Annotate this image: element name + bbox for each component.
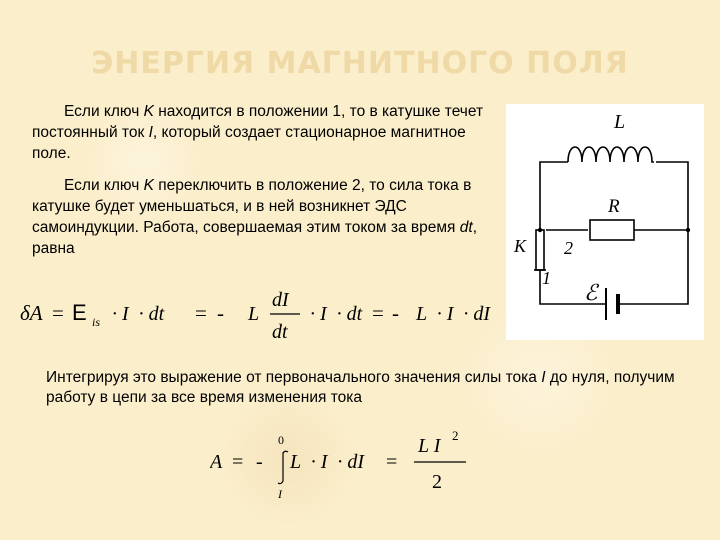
junction-dot [538,228,542,232]
text-run: , равна [32,219,477,257]
integral-lower-limit: I [278,487,282,501]
symbol-i: I [541,369,546,386]
paragraph-3 [46,368,686,408]
text-run: Если ключ [64,103,144,120]
symbol-dt: dt [459,219,473,236]
symbol-i: I [148,124,153,141]
formula-eq: = [195,301,207,325]
text-run: до нуля, получим работу в цепи за все время изменения тока [46,369,675,406]
formula-inductance: L [248,303,260,325]
inductor-coil [568,147,654,162]
formula-emf-subscript: is [92,315,101,329]
formula-total-work [210,428,490,508]
formula-eq: = [372,301,384,325]
formula-work [20,278,500,348]
text-run: находится в положении 1, то в катушке течет постоянный ток [32,103,484,141]
formula-eq: = [52,301,64,325]
paragraph-2 [32,175,502,259]
text-run: , который создает стационарное магнитное поле. [32,124,466,162]
junction-dot [686,228,690,232]
wire [540,162,568,229]
formula-term: L · I · dI [416,303,491,325]
page-title: ЭНЕРГИЯ МАГНИТНОГО ПОЛЯ [91,46,629,81]
text-run: Интегрируя это выражение от первоначального значения силы тока [46,369,542,386]
exponent: 2 [452,428,459,443]
formula-minus: - [217,301,224,325]
fraction-numerator: L I [418,435,441,457]
formula-minus: - [256,451,263,473]
formula-integrand: L · I · dI [290,451,365,473]
paragraph-1 [32,101,502,164]
symbol-k: K [143,103,154,120]
label-position-2: 2 [564,238,573,258]
fraction-numerator: dI [272,289,289,311]
label-resistor: R [608,196,620,217]
label-key: K [514,236,527,256]
integral-upper-limit: 0 [278,433,284,447]
text-run: переключить в положение 2, то сила тока в катушке будет уменьшаться, и в ней возникнет ЭДС самоиндукции. Работа, совершаемая этим током за время [32,177,472,236]
formula-emf: E [72,300,87,325]
label-emf: ℰ [584,280,598,305]
symbol-k: K [143,177,154,194]
wire [618,162,688,304]
circuit-svg [506,104,704,340]
formula-term: · I · dt [112,303,165,325]
key-switch [536,230,544,270]
circuit-diagram [506,104,704,340]
formula-eq: = [232,451,244,473]
fraction-denominator: dt [272,321,288,343]
formula-term: · I · dt [310,303,363,325]
formula-minus: - [392,301,399,325]
integral-sign [278,451,288,483]
text-run: Если ключ [64,177,144,194]
formula-lhs: δA [20,301,43,325]
formula-a: A [210,451,223,473]
formula-eq: = [386,451,398,473]
label-position-1: 1 [542,268,551,288]
resistor [590,220,634,240]
label-inductor: L [614,111,626,133]
fraction-denominator: 2 [432,471,442,493]
